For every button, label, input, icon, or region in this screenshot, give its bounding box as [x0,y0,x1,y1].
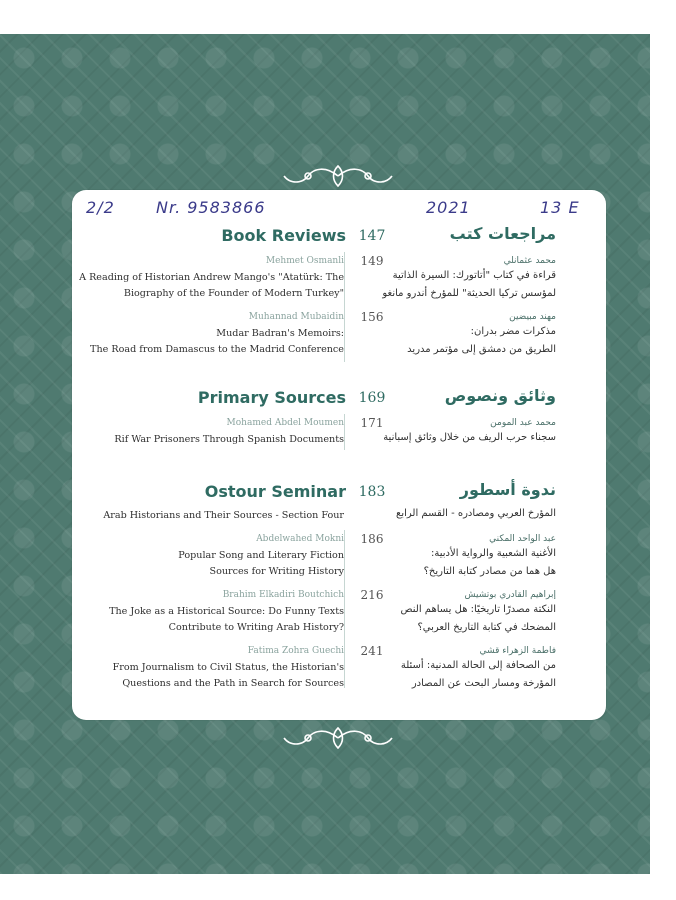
entry-title-ar: الأغنية الشعبية والرواية الأدبية: [431,548,556,559]
seminar-subtitle-en: Arab Historians and Their Sources - Section Four [103,510,344,521]
entry-title-en: Questions and the Path in Search for Sources [122,678,344,689]
column-divider [344,530,345,688]
entry-page: 171 [360,416,384,430]
entry-title-ar: هل هما من مصادر كتابة التاريخ؟ [423,566,556,577]
handwritten-fraction: 2/2 [86,198,115,217]
entry-title-en: Sources for Writing History [209,566,344,577]
section-page: 183 [358,484,386,500]
entry-title-ar: المضحك في كتابة التاريخ العربي؟ [417,622,556,633]
column-divider [344,252,345,362]
seminar-subtitle-ar: المؤرخ العربي ومصادره - القسم الرابع [396,508,556,519]
author-ar: فاطمة الزهراء قشي [479,646,556,656]
entry-title-ar: لمؤسس تركيا الحديثة" للمؤرخ أندرو مانغو [382,288,556,299]
entry-page: 156 [360,310,384,324]
author-en: Mohamed Abdel Moumen [226,418,344,428]
entry-title-en: Rif War Prisoners Through Spanish Documents [114,434,344,445]
section-title-en: Book Reviews [221,226,346,245]
author-ar: محمد عثمانلي [503,256,556,266]
entry-title-en: The Road from Damascus to the Madrid Conference [90,344,344,355]
entry-title-en: From Journalism to Civil Status, the Historian's [112,662,344,673]
entry-title-ar: من الصحافة إلى الحالة المدنية: أسئلة [400,660,556,671]
handwritten-year: 2021 [426,198,471,217]
author-en: Fatima Zohra Guechi [247,646,344,656]
bottom-ornament-icon [278,724,398,752]
contents-card [72,190,606,720]
author-ar: عبد الواحد المكني [489,534,556,544]
entry-title-en: Popular Song and Literary Fiction [178,550,344,561]
entry-page: 186 [360,532,384,546]
section-title-ar: وثائق ونصوص [444,386,556,405]
author-en: Brahim Elkadiri Boutchich [222,590,344,600]
section-page: 169 [358,390,386,406]
entry-title-en: A Reading of Historian Andrew Mango's "Atatürk: The [79,272,344,283]
entry-page: 216 [360,588,384,602]
entry-title-ar: مذكرات مضر بدران: [470,326,556,337]
section-page: 147 [358,228,386,244]
entry-page: 241 [360,644,384,658]
section-title-ar: مراجعات كتب [449,224,556,243]
section-title-ar: ندوة أسطور [459,480,556,499]
entry-title-ar: قراءة في كتاب "أتاتورك: السيرة الذاتية [392,270,556,281]
top-ornament-icon [278,162,398,190]
entry-title-en: Mudar Badran's Memoirs: [216,328,344,339]
handwritten-ref-number: Nr. 9583866 [156,198,266,217]
author-ar: إبراهيم القادري بوتشيش [464,590,556,600]
entry-title-ar: النكتة مصدرًا تاريخيًا: هل يساهم النص [400,604,556,615]
author-ar: محمد عبد المومن [490,418,556,428]
column-divider [344,414,345,450]
author-en: Muhannad Mubaidin [248,312,344,322]
author-en: Abdelwahed Mokni [256,534,344,544]
entry-title-ar: سجناء حرب الريف من خلال وثائق إسبانية [383,432,556,443]
entry-title-ar: المؤرخة ومسار البحث عن المصادر [411,678,556,689]
author-ar: مهند مبيضين [509,312,556,322]
entry-title-en: Biography of the Founder of Modern Turkey" [123,288,344,299]
entry-title-en: The Joke as a Historical Source: Do Funny Texts [109,606,344,617]
handwritten-code: 13 E [540,198,580,217]
section-title-en: Primary Sources [197,388,346,407]
section-title-en: Ostour Seminar [204,482,346,501]
author-en: Mehmet Osmanli [265,256,344,266]
entry-title-en: Contribute to Writing Arab History? [168,622,344,633]
entry-title-ar: الطريق من دمشق إلى مؤتمر مدريد [407,344,556,355]
entry-page: 149 [360,254,384,268]
